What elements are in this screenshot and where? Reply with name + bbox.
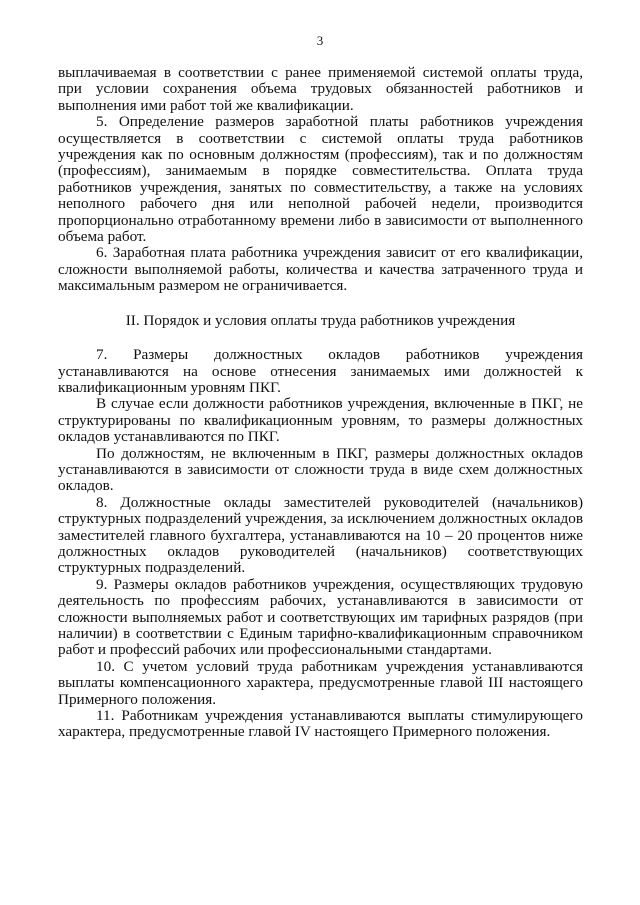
document-body bbox=[58, 65, 583, 741]
paragraph-11: 11. Работникам учреждения устанавливаются выплаты стимулирующего характера, предусмотренные главой IV настоящего Примерного положения. bbox=[58, 707, 583, 741]
paragraph-9: 9. Размеры окладов работников учреждения, осуществляющих трудовую деятельность по профессиям рабочих, устанавливаются в зависимости от сложности выполняемых работ и соответствующих им тарифных разрядов (при наличии) в соответствии с Единым тарифно-квалификационным справочником работ и профессий рабочих или профессиональными стандартами. bbox=[58, 575, 583, 659]
paragraph-10: 10. С учетом условий труда работникам учреждения устанавливаются выплаты компенсационного характера, предусмотренные главой III настоящего Примерного положения. bbox=[58, 657, 583, 708]
paragraph-6: 6. Заработная плата работника учреждения зависит от его квалификации, сложности выполняемой работы, количества и качества затраченного труда и максимальным размером не ограничивается. bbox=[58, 244, 583, 295]
page-number: 3 bbox=[316, 33, 324, 48]
paragraph-8: 8. Должностные оклады заместителей руководителей (начальников) структурных подразделений учреждения, за исключением должностных окладов заместителей главного бухгалтера, устанавливаются на 10 – 20 процентов ниже должностных окладов руководителей (начальников) соответствующих структурных подразделений. bbox=[58, 493, 583, 577]
paragraph-7-case-2: По должностям, не включенным в ПКГ, размеры должностных окладов устанавливаются в зависимости от сложности труда в виде схем должностных окладов. bbox=[58, 444, 583, 495]
paragraph-continuation: выплачиваемая в соответствии с ранее применяемой системой оплаты труда, при условии сохранения объема трудовых обязанностей работников и выполнения ими работ той же квалификации. bbox=[58, 64, 583, 114]
paragraph-5: 5. Определение размеров заработной платы работников учреждения осуществляется в соответствии с системой оплаты труда работников учреждения как по основным должностям (профессиям), так и по должностям (профессиям), занимаемым в порядке совместительства. Оплата труда работников учреждения, занятых по совместительству, а также на условиях неполного рабочего дня или неполной рабочей недели, производится пропорционально отработанному времени либо в зависимости от выполненного объема работ. bbox=[58, 113, 583, 246]
paragraph-7-case-1: В случае если должности работников учреждения, включенные в ПКГ, не структурированы по квалификационным уровням, то размеры должностных окладов устанавливаются по ПКГ. bbox=[58, 395, 583, 446]
section-heading: II. Порядок и условия оплаты труда работников учреждения bbox=[125, 311, 516, 329]
paragraph-7: 7. Размеры должностных окладов работников учреждения устанавливаются на основе отнесения занимаемых ими должностей к квалификационным уровням ПКГ. bbox=[58, 346, 583, 396]
